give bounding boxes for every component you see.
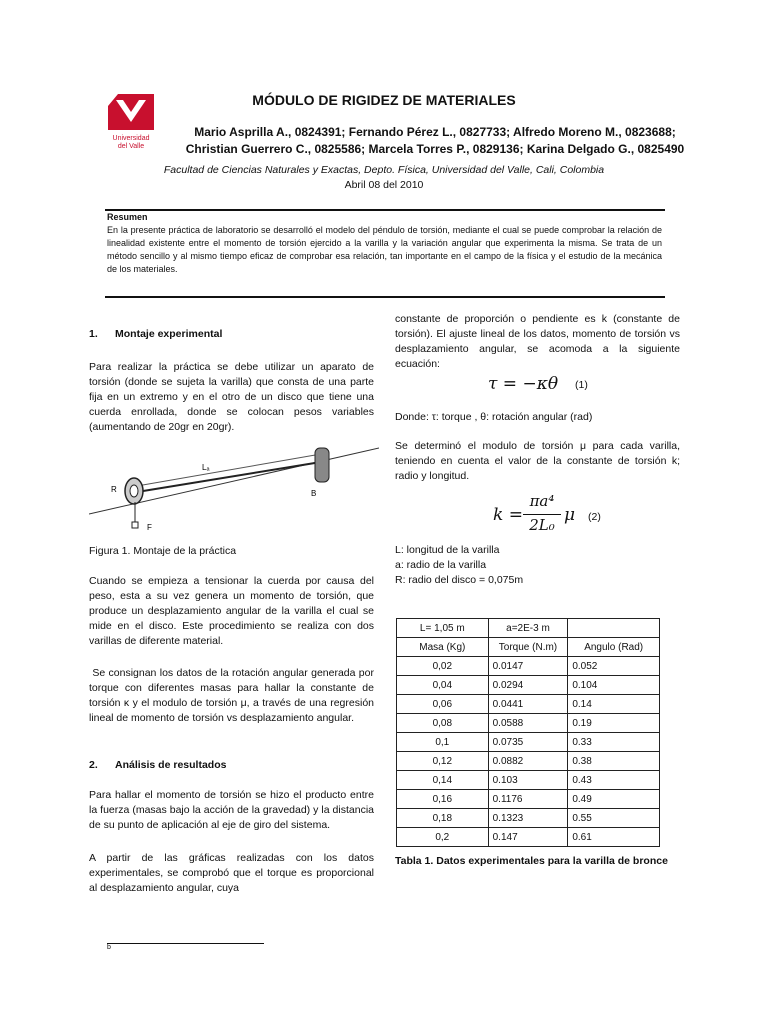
table-cell: 0,06 [397, 695, 489, 714]
table-row [397, 657, 660, 676]
section-2-number: 2. [89, 759, 98, 771]
table-row [397, 790, 660, 809]
table-cell: 0,08 [397, 714, 489, 733]
table-row [397, 695, 660, 714]
date: Abril 08 del 2010 [344, 179, 424, 191]
definitions [395, 543, 680, 588]
abstract-bottom-rule [105, 296, 665, 298]
table-cell: a=2E-3 m [488, 619, 568, 638]
section-1-title: Montaje experimental [115, 328, 223, 340]
figure-label-f: F [147, 523, 152, 532]
paragraph-momento: Para hallar el momento de torsión se hizo el producto entre la fuerza (masas bajo la acción de la gravedad) y la distancia de su punto de aplicación al eje de giro del sistema. [89, 789, 374, 831]
paragraph-montaje: Para realizar la práctica se debe utilizar un aparato de torsión (donde se sujeta la varilla) que consta de una parte fija en un extremo y en el otro de un disco que tiene una cuerda enrollada, donde se colocan pesos variables (aumentando de 20gr en 20gr). [89, 361, 374, 433]
table-cell: L= 1,05 m [397, 619, 489, 638]
table-cell: Masa (Kg) [397, 638, 489, 657]
table-row [397, 828, 660, 847]
paragraph-graficas: A partir de las gráficas realizadas con los datos experimentales, se comprobó que el torque es proporcional al desplazamiento angular, cuya [89, 852, 374, 894]
table-cell: 0.0588 [488, 714, 568, 733]
table-cell: 0.49 [568, 790, 660, 809]
table-row [397, 771, 660, 790]
data-table [396, 618, 660, 847]
abstract-text: En la presente práctica de laboratorio se desarrolló el modelo del péndulo de torsión, mediante el cual se puede comprobar la relación de linealidad existente entre el momento de torsión ejercido a la varilla y la variación angular que experimenta la misma. Se trata de un método sencillo y al mismo tiempo eficaz de comprobar esa relación, tan importante en el campo de la física y el estudio de la mecánica de los materiales. [107, 225, 662, 274]
figure-1-caption: Figura 1. Montaje de la práctica [89, 545, 237, 557]
equation-1: τ = −κθ [488, 374, 559, 394]
abstract-top-rule [105, 209, 665, 211]
table-cell: 0.103 [488, 771, 568, 790]
table-cell: 0.0882 [488, 752, 568, 771]
table-cell: 0.0441 [488, 695, 568, 714]
table-cell: 0,04 [397, 676, 489, 695]
table-1-caption: Tabla 1. Datos experimentales para la varilla de bronce [395, 855, 668, 867]
paragraph-modulo: Se determinó el modulo de torsión μ para cada varilla, teniendo en cuenta el valor de la constante de torsión k; radio y longitud. [395, 440, 680, 482]
table-cell: 0,2 [397, 828, 489, 847]
table-cell [568, 619, 660, 638]
section-2-title: Análisis de resultados [115, 759, 227, 771]
table-row [397, 676, 660, 695]
table-cell: 0.0147 [488, 657, 568, 676]
table-parameters-row [397, 619, 660, 638]
logo-text-1: Universidad [112, 135, 150, 142]
authors [165, 124, 705, 158]
table-cell: 0.1323 [488, 809, 568, 828]
equation-2-number: (2) [588, 511, 601, 523]
abstract-title: Resumen [107, 212, 148, 222]
equation-2-mu: μ [564, 505, 576, 525]
table-cell: 0.43 [568, 771, 660, 790]
authors-line-1: Mario Asprilla A., 0824391; Fernando Pérez L., 0827733; Alfredo Moreno M., 0823688; [194, 125, 676, 139]
table-cell: 0.0294 [488, 676, 568, 695]
paragraph-datos: Se consignan los datos de la rotación angular generada por torque con diferentes masas para hallar la constante de torsión κ y el modulo de torsión μ, a través de una regresión lineal de momento de torsión vs desplazamiento angular. [89, 667, 377, 724]
table-cell: 0,18 [397, 809, 489, 828]
table-cell: 0.38 [568, 752, 660, 771]
table-cell: Torque (N.m) [488, 638, 568, 657]
table-cell: 0,1 [397, 733, 489, 752]
equation-2-denominator: 2L₀ [529, 516, 555, 534]
definition-length: L: longitud de la varilla [395, 544, 500, 556]
table-cell: 0.0735 [488, 733, 568, 752]
equation-1-where: Donde: τ: torque , θ: rotación angular (rad) [395, 411, 593, 423]
table-cell: 0,14 [397, 771, 489, 790]
authors-line-2: Christian Guerrero C., 0825586; Marcela Torres P., 0829136; Karina Delgado G., 0825490 [185, 142, 685, 156]
footnote-rule [107, 943, 264, 944]
definition-radius: a: radio de la varilla [395, 559, 487, 571]
equation-1-number: (1) [575, 379, 588, 391]
table-cell: 0.104 [568, 676, 660, 695]
definition-disc-radius: R: radio del disco = 0,075m [395, 574, 524, 586]
section-1-heading [89, 328, 222, 340]
table-header-row [397, 638, 660, 657]
figure-label-b: B [311, 489, 317, 498]
table-cell: 0,12 [397, 752, 489, 771]
footnote-mark: b [107, 944, 111, 951]
table-row [397, 733, 660, 752]
table-row [397, 714, 660, 733]
table-cell: 0.052 [568, 657, 660, 676]
table-cell: 0.55 [568, 809, 660, 828]
table-cell: 0.1176 [488, 790, 568, 809]
table-row [397, 752, 660, 771]
figure-label-la: Lₐ [202, 463, 210, 472]
table-cell: 0.61 [568, 828, 660, 847]
table-cell: Angulo (Rad) [568, 638, 660, 657]
equation-2-numerator: πa⁴ [529, 492, 555, 510]
table-cell: 0,16 [397, 790, 489, 809]
section-2-heading [89, 759, 226, 771]
equation-2-lhs: k = [493, 505, 523, 525]
section-1-number: 1. [89, 328, 98, 340]
paragraph-constante: constante de proporción o pendiente es k (constante de torsión). El ajuste lineal de los datos, momento de torsión vs desplazamiento angular, se acomoda a la siguiente ecuación: [395, 313, 680, 370]
table-cell: 0.19 [568, 714, 660, 733]
table-row [397, 809, 660, 828]
equation-2-fraction-bar [523, 514, 561, 515]
table-cell: 0.33 [568, 733, 660, 752]
table-cell: 0,02 [397, 657, 489, 676]
paragraph-tension: Cuando se empieza a tensionar la cuerda por causa del peso, esta a su vez genera un momento de torsión, que produce un desplazamiento angular de la varilla el cual se mide en el disco. Este procedimiento se realiza con dos varillas de diferente material. [89, 575, 374, 647]
page-title: MÓDULO DE RIGIDEZ DE MATERIALES [252, 92, 516, 108]
table-cell: 0.147 [488, 828, 568, 847]
figure-label-r: R [111, 485, 117, 494]
figure-1-setup [89, 442, 379, 532]
affiliation: Facultad de Ciencias Naturales y Exactas, Depto. Física, Universidad del Valle, Cali, Colombia [163, 164, 605, 176]
logo-text-2: del Valle [117, 143, 145, 150]
table-cell: 0.14 [568, 695, 660, 714]
